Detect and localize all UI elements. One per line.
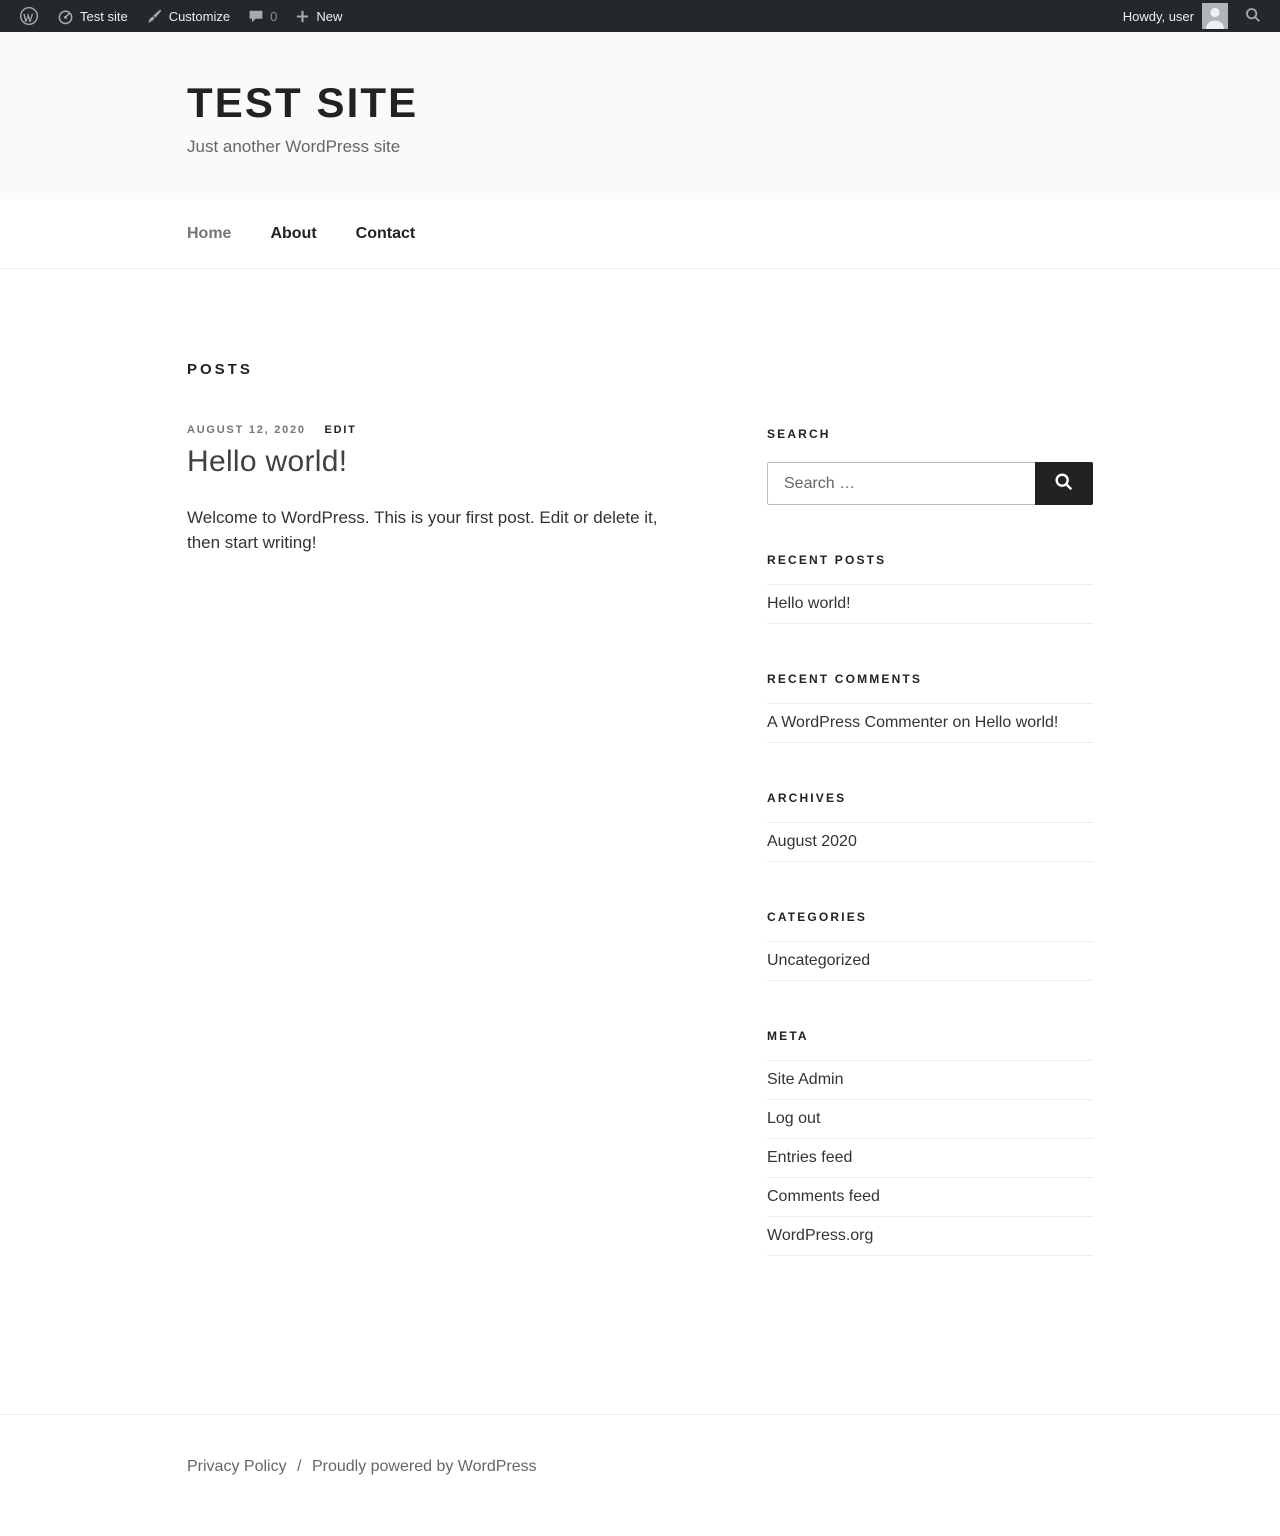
wordpress-logo-icon — [19, 6, 39, 26]
list-item — [767, 704, 1093, 743]
nav-item-contact[interactable]: Contact — [355, 224, 416, 242]
categories-widget — [767, 910, 1093, 981]
list-item — [767, 1178, 1093, 1217]
search-submit-button[interactable] — [1035, 462, 1093, 505]
page-title: POSTS — [187, 361, 253, 378]
meta-site-admin-link[interactable]: Site Admin — [767, 1071, 844, 1088]
admin-bar-comments[interactable] — [239, 0, 286, 32]
meta-comments-feed-link[interactable]: Comments feed — [767, 1188, 880, 1205]
footer-separator: / — [297, 1458, 302, 1475]
content-area — [0, 269, 1280, 1304]
search-input[interactable] — [767, 462, 1035, 505]
meta-wordpress-org-link[interactable]: WordPress.org — [767, 1227, 874, 1244]
post-article — [187, 424, 693, 555]
admin-bar-howdy-label: Howdy, user — [1122, 8, 1194, 24]
comment-author-link[interactable]: A WordPress Commenter — [767, 714, 949, 731]
list-item — [767, 942, 1093, 981]
customize-icon — [146, 8, 163, 25]
admin-bar-customize-label: Customize — [168, 8, 231, 24]
admin-bar-new-label: New — [316, 8, 343, 24]
recent-comments-title: RECENT COMMENTS — [767, 672, 923, 686]
powered-by-link[interactable]: Proudly powered by WordPress — [311, 1458, 537, 1475]
admin-bar-my-account[interactable] — [1115, 3, 1236, 29]
search-form — [767, 462, 1093, 505]
nav-item-about[interactable]: About — [270, 224, 317, 242]
posts-column — [187, 361, 693, 555]
list-item — [767, 585, 1093, 624]
category-link[interactable]: Uncategorized — [767, 952, 871, 969]
search-icon — [1244, 6, 1262, 27]
meta-entries-feed-link[interactable]: Entries feed — [767, 1149, 853, 1166]
recent-posts-widget — [767, 553, 1093, 624]
admin-bar-customize[interactable] — [137, 0, 239, 32]
categories-title: CATEGORIES — [767, 910, 868, 924]
meta-widget — [767, 1029, 1093, 1256]
list-item — [767, 1139, 1093, 1178]
search-widget — [767, 427, 1093, 505]
wp-logo-menu[interactable] — [10, 0, 48, 32]
privacy-policy-link[interactable]: Privacy Policy — [187, 1458, 287, 1475]
recent-posts-title: RECENT POSTS — [767, 553, 887, 567]
avatar — [1202, 3, 1228, 29]
archives-widget — [767, 791, 1093, 862]
site-tagline: Just another WordPress site — [187, 137, 401, 156]
list-item — [767, 1217, 1093, 1256]
admin-bar-new[interactable] — [286, 0, 351, 32]
site-title[interactable]: TEST SITE — [187, 79, 419, 126]
site-footer — [0, 1414, 1280, 1536]
list-item — [767, 1100, 1093, 1139]
search-widget-title: SEARCH — [767, 427, 831, 441]
admin-bar-site-name[interactable] — [48, 0, 137, 32]
meta-log-out-link[interactable]: Log out — [767, 1110, 821, 1127]
post-edit-link[interactable]: EDIT — [324, 424, 357, 436]
new-icon — [295, 9, 310, 24]
post-date-link[interactable]: AUGUST 12, 2020 — [187, 424, 306, 436]
archives-title: ARCHIVES — [767, 791, 847, 805]
admin-bar-search-button[interactable] — [1236, 6, 1270, 27]
wp-admin-bar — [0, 0, 1280, 32]
post-body-text: Welcome to WordPress. This is your first post. Edit or delete it, then start writing! — [187, 508, 658, 552]
search-icon — [1053, 471, 1075, 496]
meta-title: META — [767, 1029, 809, 1043]
archive-link[interactable]: August 2020 — [767, 833, 857, 850]
admin-bar-site-name-label: Test site — [80, 8, 128, 24]
recent-comments-widget — [767, 672, 1093, 743]
site-header — [0, 32, 1280, 199]
dashboard-icon — [57, 8, 74, 25]
main-navigation — [0, 199, 1280, 269]
sidebar — [767, 361, 1093, 1304]
recent-post-link[interactable]: Hello world! — [767, 595, 851, 612]
comment-post-link[interactable]: Hello world! — [974, 714, 1059, 731]
post-title-link[interactable]: Hello world! — [187, 445, 348, 478]
comment-connector-text: on — [948, 714, 975, 731]
list-item — [767, 823, 1093, 862]
nav-item-home[interactable]: Home — [187, 224, 232, 242]
admin-bar-comments-count: 0 — [270, 8, 278, 24]
list-item — [767, 1061, 1093, 1100]
comments-icon — [248, 8, 264, 24]
